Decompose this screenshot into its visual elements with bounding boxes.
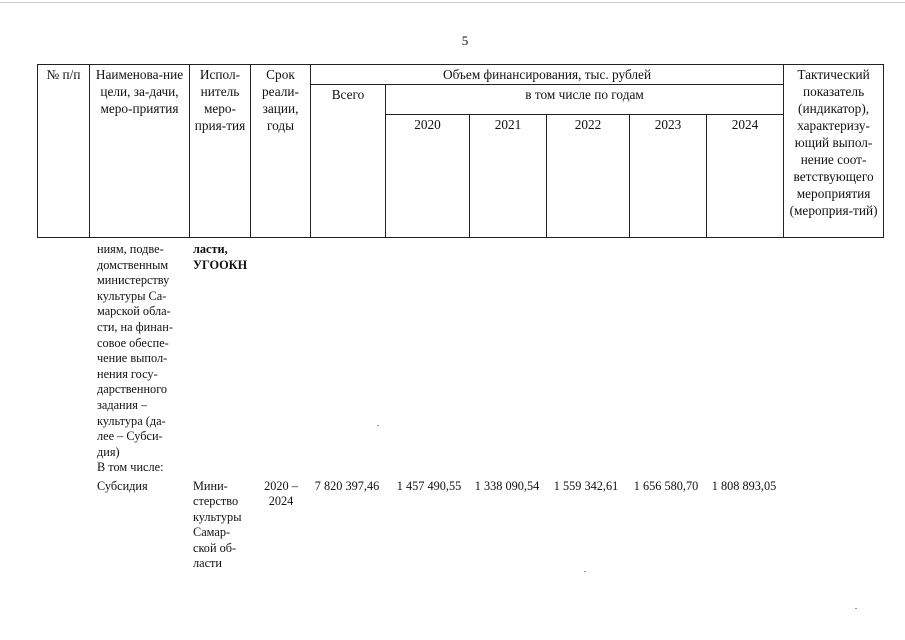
subsidy-2020: 1 457 490,55 (396, 479, 462, 493)
header-by-years: в том числе по годам (386, 85, 784, 115)
page-number: 5 (461, 33, 469, 48)
subsidy-name: Субсидия (97, 479, 148, 493)
scan-speck (377, 425, 379, 426)
header-name: Наименова-ние цели, за-дачи, меро-приятия (90, 65, 190, 238)
subsidy-2023: 1 656 580,70 (633, 479, 699, 493)
scan-speck (855, 608, 857, 609)
header-year-2024: 2024 (707, 115, 784, 238)
header-no: № п/п (38, 65, 90, 238)
including-label: В том числе: (97, 460, 164, 475)
header-year-2022: 2022 (547, 115, 630, 238)
header-year-2021: 2021 (470, 115, 547, 238)
header-total: Всего (311, 85, 386, 238)
table-header (37, 64, 884, 238)
subsidy-2024: 1 808 893,05 (711, 479, 777, 493)
subsidy-term: 2020 – 2024 (264, 479, 298, 509)
header-term: Срок реали-зации, годы (251, 65, 311, 238)
header-executor: Испол-нитель меро-прия-тия (190, 65, 251, 238)
scan-edge (0, 2, 905, 3)
header-year-2020: 2020 (386, 115, 470, 238)
name-continuation (97, 242, 179, 476)
subsidy-executor: Мини-стерство культуры Самар-ской об-ласти (193, 479, 242, 571)
subsidy-2022: 1 559 342,61 (553, 479, 619, 493)
header-funding: Объем финансирования, тыс. рублей (311, 65, 784, 85)
header-indicator: Тактический показатель (индикатор), характеризу-ющий выпол-нение соот-ветствующего мероприятия (мероприя-тий) (784, 65, 884, 238)
subsidy-total: 7 820 397,46 (314, 479, 380, 493)
header-year-2023: 2023 (630, 115, 707, 238)
subsidy-2021: 1 338 090,54 (474, 479, 540, 493)
name-continuation-text: ниям, подве-домственным министерству культуры Са-марской обла-сти, на финан-совое обеспе-чение выпол-нения госу-дарственного задания – культура (да-лее – Субси-дия) (97, 242, 173, 459)
executor-continuation: ласти, УГООКН (193, 242, 248, 272)
scan-speck (584, 571, 586, 572)
